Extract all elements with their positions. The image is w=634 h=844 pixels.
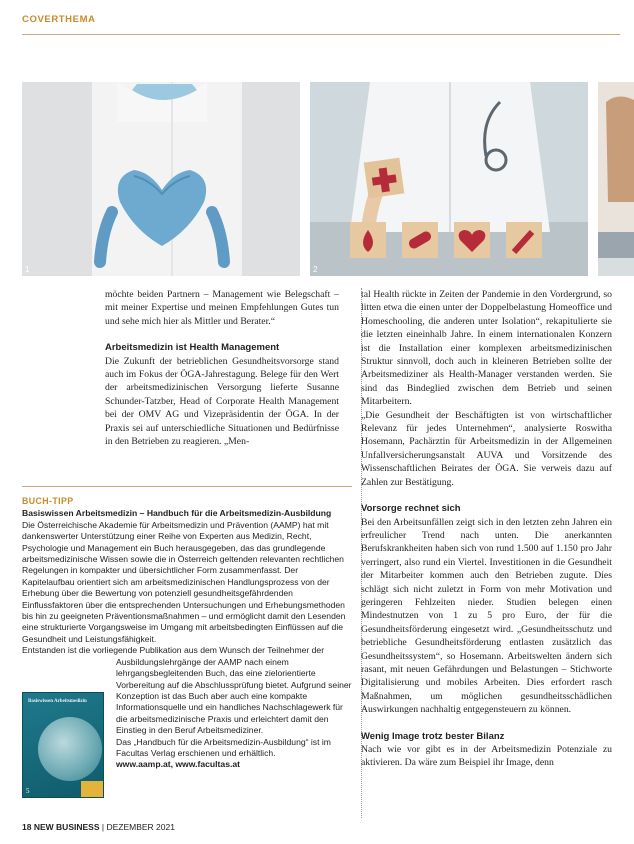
photo-number: 1 <box>25 265 30 274</box>
buch-tipp-paragraph-1: Die Österreichische Akademie für Arbeitsmedizin und Prävention (AAMP) hat mit dankenswerter Unterstützung einer Reihe von Experten aus Medizin, Recht, Psychologie und Management ein Buch herausgegeben, das das grundlegende arbeitsmedizinische Wissen sowie die in Österreich geltenden relevanten rechtlichen Regelungen in kompakter und übersichtlicher Form zusammenfasst. Der Kapitelaufbau orientiert sich am arbeitsmedizinischen Handlungsprozess von der Erhebung über die Bewertung von potenziell gesundheitsgefährdenden Einflussfaktoren über die entsprechenden Untersuchungen und Erhebungsmethoden bis hin zu geeigneten Präventionsmaßnahmen – und ermöglicht damit den Lesenden eine strukturierte Vorgangsweise im Umgang mit arbeitsbedingten Einflüssen auf die Gesundheit und Leistungsfähigkeit. <box>22 519 346 644</box>
book-cover <box>22 692 104 798</box>
buch-tipp-label: BUCH-TIPP <box>22 496 74 506</box>
buch-tipp-paragraph-3: Das „Handbuch für die Arbeitsmedizin-Ausbildung“ ist im Facultas Verlag erschienen und erhältlich. <box>116 736 331 758</box>
heading-wenig-image: Wenig Image trotz bester Bilanz <box>361 730 505 742</box>
page-footer <box>22 822 175 832</box>
cross-block <box>364 158 405 199</box>
medical-blocks-photo <box>310 82 588 276</box>
footer-separator: | <box>101 822 105 832</box>
heart-hands-photo <box>22 82 300 276</box>
left-paragraph-1: möchte beiden Partnern – Management wie Belegschaft – mit meiner Expertise und meinen Empfehlungen Gutes tun und sehe mich hier als Mittler und Berater.“ <box>105 289 339 327</box>
photo-heart-hands <box>22 82 300 276</box>
buch-tipp-divider <box>22 486 352 487</box>
page-number: 18 <box>22 822 32 832</box>
buch-tipp-paragraph-2: Ausbildungslehrgänge der AAMP nach einem lehrgangsbegleitenden Buch, das eine zielorientierte Vorbereitung auf die Abschlussprüfung bietet. Aufgrund seiner Konzeption ist das Buch aber auch eine kompakte Informationsquelle und ein handliches Nachschlagewerk für die arbeitsmedizinische Praxis und erleichtert damit den Einstieg in den Beruf Arbeitsmediziner. <box>116 656 352 736</box>
book-cover-title: Basiswissen Arbeitsmedizin <box>28 699 87 704</box>
right-paragraph-3: Bei den Arbeitsunfällen zeigt sich in den letzten zehn Jahren ein erfreulicher Trend nach unten. Die anerkannten Berufskrankheiten haben sich von rund 1.500 auf 1.150 pro Jahr verringert, also rund ein Viertel. Investitionen in die Gesundheit der Mitarbeiter kommen auch den Betrieben zugute. Dies schlägt sich nicht zuletzt in Form von mehr Motivation und geringeren Fehlzeiten nieder. Studien belegen einen Mindestnutzen von 1 zu 5 pro Euro, der für die Gesundheitsförderung eingesetzt wird. „Gesundheitsschutz und betriebliche Gesundheitsförderung entlasten zusätzlich das Gesundheitssystem“, so Hosemann. Arbeitswelten ändern sich rasant, mit neuen Gefährdungen und Belastungen – Stichworte Digitalisierung und mobiles Arbeiten. Dies erfordert rasch Maßnahmen, um möglichen gesundheitsschädlichen Auswirkungen nachhaltig entgegensteuern zu können. <box>361 516 612 716</box>
right-paragraph-4: Nach wie vor gibt es in der Arbeitsmedizin Potenziale zu aktivieren. Da wäre zum Beispiel ihr Image, denn <box>361 744 612 769</box>
photo-partial <box>598 82 634 276</box>
right-paragraph-2: „Die Gesundheit der Beschäftigten ist von wirtschaftlicher Relevanz für jedes Unternehmen“, analysierte Roswitha Hosemann, Pachärztin für Arbeitsmedizin in der Allgemeinen Unfallversicherungsanstalt AUVA und Vorsitzende des Wissenschaftlichen Beirates der ÖGA. Sie verweis dazu auf Zahlen zur Bestätigung. <box>361 409 612 488</box>
heading-arbeitsmedizin-health-management: Arbeitsmedizin ist Health Management <box>105 342 280 354</box>
right-paragraph-1: tal Health rückte in Zeiten der Pandemie in den Vordergrund, so litten etwa die einen unter der Doppelbelastung Homeoffice und Homeschooling, die anderen unter Isolation“, rekapitulierte sie die letzten eineinhalb Jahre. In einem internationalen Konzern ist die Installation einer komplexen arbeitsmedizinischen Struktur sinnvoll, doch auch in kleineren Betrieben sollte der Arbeitsmediziner als Health-Manager verstanden werden. Sie sind das Bindeglied zwischen dem Betrieb und seinen Mitarbeitern. <box>361 289 612 408</box>
right-column <box>361 288 612 770</box>
book-cover-graphic <box>38 717 102 781</box>
photo-medical-blocks <box>310 82 588 276</box>
heading-vorsorge-rechnet-sich: Vorsorge rechnet sich <box>361 503 461 515</box>
photo-number: 2 <box>313 265 318 274</box>
buch-tipp-links[interactable]: www.aamp.at, www.facultas.at <box>116 759 241 770</box>
partial-photo <box>598 82 634 276</box>
book-cover-band <box>81 781 103 797</box>
book-number: 5 <box>26 787 30 795</box>
section-label: COVERTHEMA <box>22 14 96 25</box>
left-paragraph-2: Die Zukunft der betrieblichen Gesundheitsvorsorge stand auch im Fokus der ÖGA-Jahrestagung. Belege für den Wert der arbeitsmedizinischen Versorgung lieferte Susanne Schunder-Tatzber, Head of Corporate Health Management bei der OMV AG und Vizepräsidentin der ÖGA. In der Praxis sei auf unterschiedliche Situationen und Bedürfnisse in den Betrieben zu reagieren. „Men- <box>105 355 339 448</box>
left-column <box>105 288 339 448</box>
issue-date: DEZEMBER 2021 <box>106 822 175 832</box>
section-divider <box>22 34 620 35</box>
magazine-name: NEW BUSINESS <box>33 822 100 832</box>
buch-tipp-title: Basiswissen Arbeitsmedizin – Handbuch für die Arbeitsmedizin-Ausbildung <box>22 508 332 519</box>
buch-tipp-paragraph-2-lead: Entstanden ist die vorliegende Publikation aus dem Wunsch der Teilnehmer der <box>22 645 325 656</box>
